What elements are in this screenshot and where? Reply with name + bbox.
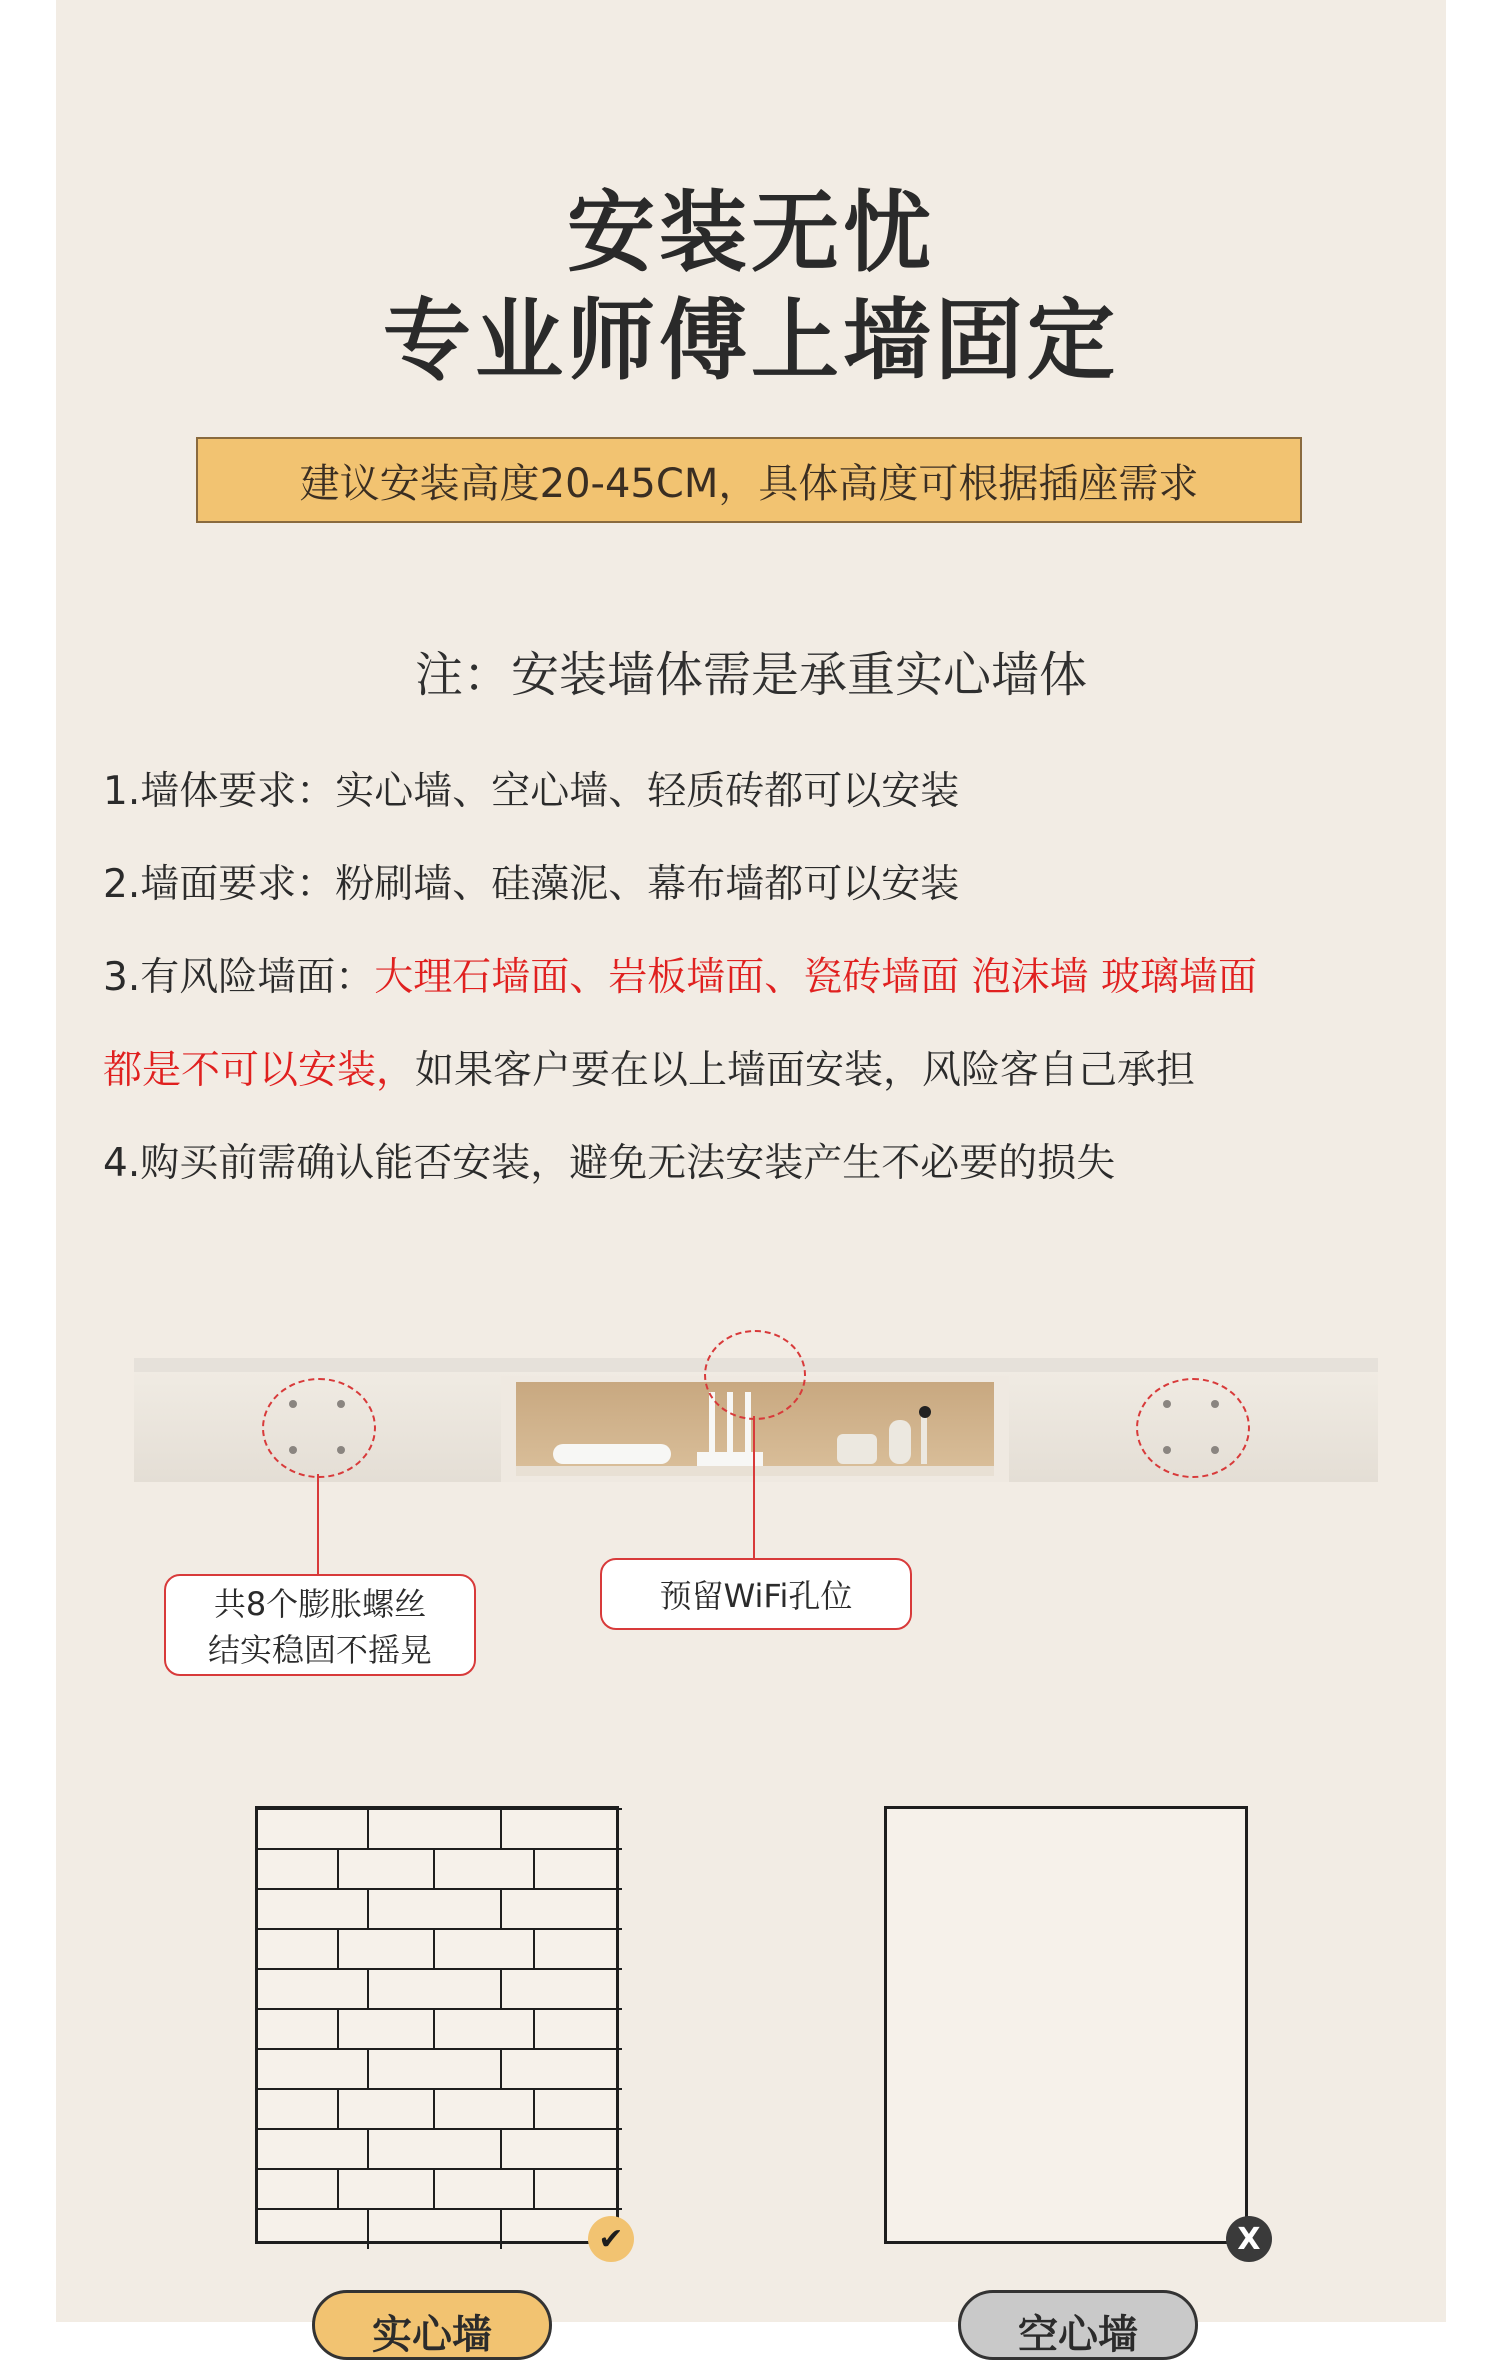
wall-note: 注：安装墙体需是承重实心墙体 <box>414 647 1087 703</box>
requirement-item-1: 1.墙体要求：实心墙、空心墙、轻质砖都可以安装 <box>103 769 960 814</box>
screw-holes-right-marker <box>1136 1378 1250 1478</box>
risky-walls-text: 大理石墙面、岩板墙面、瓷砖墙面 泡沫墙 玻璃墙面 <box>374 955 1258 1000</box>
banner-text: 建议安装高度20-45CM，具体高度可根据插座需求 <box>299 460 1199 507</box>
risk-disclaimer-text: 如果客户要在以上墙面安装，风险客自己承担 <box>415 1048 1196 1093</box>
requirement-item-3-continued <box>103 1039 1195 1095</box>
solid-wall-label: 实心墙 <box>312 2290 552 2360</box>
compartment-floor <box>516 1466 994 1476</box>
wifi-hole-marker <box>704 1330 806 1420</box>
screws-callout-line2: 结实稳固不摇晃 <box>207 1631 432 1669</box>
screw-dot <box>1163 1400 1171 1408</box>
ornament-1 <box>837 1434 877 1464</box>
screw-dot <box>337 1446 345 1454</box>
check-icon: ✔ <box>588 2216 634 2262</box>
screw-dot <box>1211 1446 1219 1454</box>
wifi-callout-text: 预留WiFi孔位 <box>659 1577 853 1615</box>
router-shape <box>553 1444 671 1464</box>
hollow-wall-label: 空心墙 <box>958 2290 1198 2360</box>
ornament-3 <box>921 1416 927 1464</box>
screw-holes-left-marker <box>262 1378 376 1478</box>
screw-dot <box>1163 1446 1171 1454</box>
wifi-callout <box>600 1558 912 1630</box>
requirement-item-4: 4.购买前需确认能否安装，避免无法安装产生不必要的损失 <box>103 1141 1116 1186</box>
brick-pattern <box>258 1809 622 2247</box>
ornament-2 <box>889 1420 911 1464</box>
requirement-item-3-prefix: 3.有风险墙面： <box>103 955 375 1000</box>
screw-dot <box>337 1400 345 1408</box>
page-title: 安装无忧 <box>566 181 935 284</box>
page-subtitle: 专业师傅上墙固定 <box>382 289 1119 392</box>
ornament-ball <box>919 1406 931 1418</box>
screws-callout-line1: 共8个膨胀螺丝 <box>213 1585 427 1623</box>
screw-dot <box>289 1446 297 1454</box>
screws-callout <box>164 1574 476 1676</box>
requirement-item-2: 2.墙面要求：粉刷墙、硅藻泥、幕布墙都可以安装 <box>103 862 960 907</box>
solid-wall-illustration <box>255 1806 619 2244</box>
install-info-panel <box>56 0 1446 2358</box>
requirement-item-3 <box>103 946 1257 1002</box>
hollow-wall-illustration <box>884 1806 1248 2244</box>
wifi-connector-line <box>753 1416 755 1558</box>
height-recommendation-banner <box>196 437 1302 523</box>
screw-dot <box>1211 1400 1219 1408</box>
floating-tv-cabinet-illustration <box>134 1358 1378 1482</box>
not-installable-text: 都是不可以安装， <box>103 1048 416 1093</box>
screws-connector-line <box>317 1474 319 1574</box>
cross-icon: X <box>1226 2216 1272 2262</box>
screw-dot <box>289 1400 297 1408</box>
